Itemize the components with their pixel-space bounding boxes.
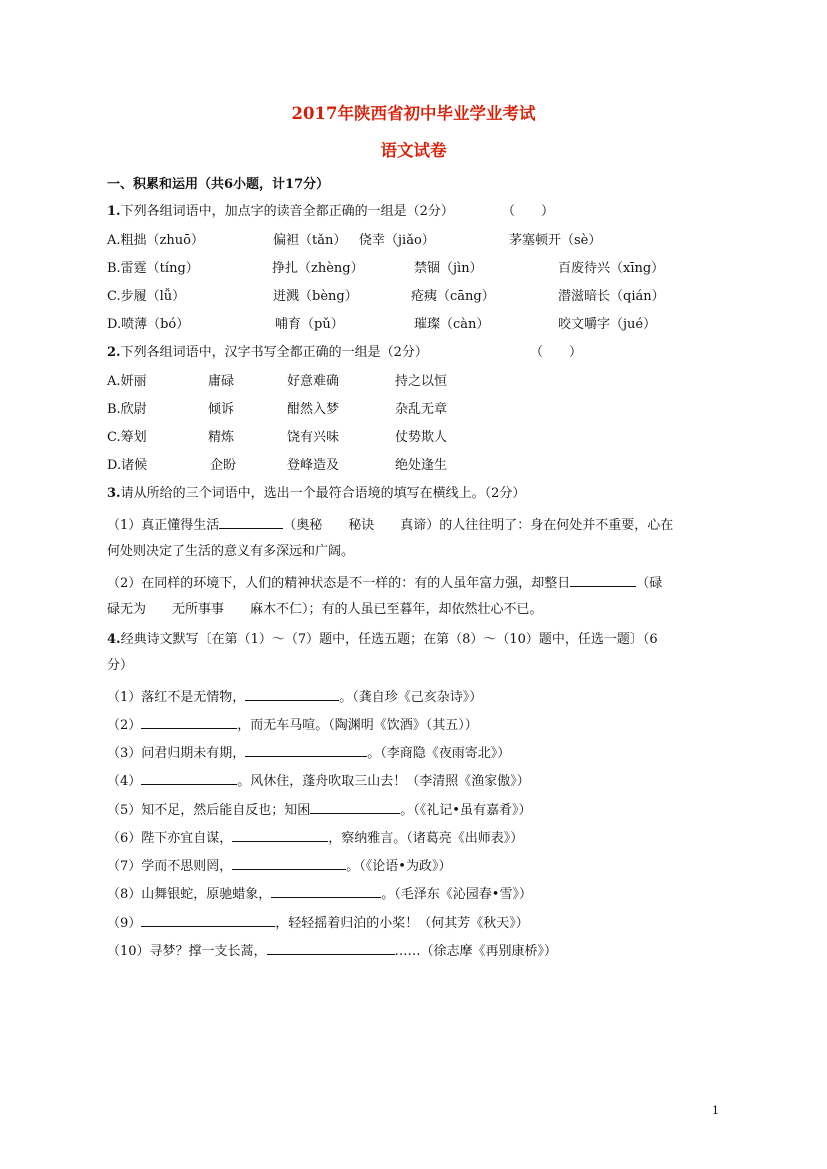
answer-parentheses: （ ） bbox=[530, 345, 583, 360]
option-a-4: 持之以恒 bbox=[395, 374, 448, 389]
option-d-1: D.喷薄（bó） bbox=[107, 317, 190, 332]
option-d-4: 绝处逢生 bbox=[395, 458, 448, 473]
option-d-4: 咬文嚼字（jué） bbox=[558, 317, 657, 332]
text-segment: （奥秘 秘诀 真谛）的人往往明了：身在何处并不重要，心在 bbox=[283, 518, 674, 533]
text-segment: （3）问君归期未有期， bbox=[107, 746, 246, 761]
question-4-stem-cont: 分） bbox=[107, 658, 134, 673]
answer-blank[interactable] bbox=[245, 686, 339, 701]
question-number: 1. bbox=[107, 204, 121, 219]
recitation-item bbox=[107, 827, 523, 848]
question-3-part-2 bbox=[107, 572, 662, 593]
text-segment: 。（《论语•为政》） bbox=[346, 859, 452, 874]
text-segment: （1）真正懂得生活 bbox=[107, 518, 220, 533]
answer-blank[interactable] bbox=[141, 770, 237, 785]
text-segment: （4） bbox=[107, 774, 142, 789]
question-text: 下列各组词语中，加点字的读音全都正确的一组是（2分） bbox=[120, 204, 454, 219]
page-number: 1 bbox=[712, 1104, 719, 1117]
option-d-3: 登峰造及 bbox=[287, 458, 340, 473]
option-c-1: C.步履（lǚ） bbox=[107, 289, 186, 304]
question-3-part-1-cont: 何处则决定了生活的意义有多深远和广阔。 bbox=[107, 544, 355, 559]
option-c-1: C.筹划 bbox=[107, 430, 147, 445]
option-a-2: 庸碌 bbox=[208, 374, 235, 389]
text-segment: （碌 bbox=[636, 576, 663, 591]
answer-blank[interactable] bbox=[245, 742, 367, 757]
option-c-4: 潜滋暗长（qián） bbox=[558, 289, 665, 304]
text-segment: （8）山舞银蛇，原驰蜡象， bbox=[107, 887, 272, 902]
question-number: 4. bbox=[107, 632, 121, 647]
option-c-2: 精炼 bbox=[208, 430, 235, 445]
recitation-item bbox=[107, 912, 529, 933]
option-c-4: 仗势欺人 bbox=[395, 430, 448, 445]
question-3-part-2-cont: 碌无为 无所事事 麻木不仁）；有的人虽已至暮年，却依然壮心不已。 bbox=[107, 602, 543, 617]
option-a-3: 好意难确 bbox=[287, 374, 340, 389]
question-2-stem bbox=[107, 344, 428, 362]
option-d-2: 哺育（pǔ） bbox=[275, 317, 344, 332]
option-a-4: 茅塞顿开（sè） bbox=[509, 233, 602, 248]
option-d-1: D.诸候 bbox=[107, 458, 148, 473]
answer-blank[interactable] bbox=[570, 572, 636, 587]
answer-parentheses: （ ） bbox=[502, 204, 555, 219]
option-c-3: 疮痍（cāng） bbox=[411, 289, 495, 304]
question-4-stem bbox=[107, 631, 658, 649]
text-segment: （6）陛下亦宜自谋， bbox=[107, 831, 233, 846]
question-1-stem bbox=[107, 203, 454, 221]
answer-blank[interactable] bbox=[310, 799, 400, 814]
recitation-item bbox=[107, 799, 531, 820]
recitation-item bbox=[107, 742, 510, 763]
exam-title: 2017年陕西省初中毕业学业考试 bbox=[291, 104, 536, 123]
option-b-3: 禁锢（jìn） bbox=[414, 261, 483, 276]
text-segment: ……（徐志摩《再别康桥》） bbox=[394, 944, 558, 959]
question-text: 请从所给的三个词语中，选出一个最符合语境的填写在横线上。（2分） bbox=[120, 486, 526, 501]
text-segment: （2） bbox=[107, 718, 142, 733]
option-b-1: B.雷霆（tíng） bbox=[107, 261, 199, 276]
option-c-3: 饶有兴味 bbox=[287, 430, 340, 445]
option-d-2: 企盼 bbox=[210, 458, 237, 473]
answer-blank[interactable] bbox=[141, 912, 275, 927]
text-segment: 。（毛泽东《沁园春•雪》） bbox=[381, 887, 532, 902]
option-a-1: A.粗拙（zhuō） bbox=[107, 233, 204, 248]
option-b-4: 杂乱无章 bbox=[395, 402, 448, 417]
answer-blank[interactable] bbox=[232, 827, 328, 842]
option-b-2: 倾诉 bbox=[208, 402, 235, 417]
text-segment: （2）在同样的环境下，人们的精神状态是不一样的：有的人虽年富力强，却整日 bbox=[107, 576, 571, 591]
recitation-item bbox=[107, 940, 557, 961]
recitation-item bbox=[107, 714, 478, 735]
recitation-item bbox=[107, 855, 451, 876]
text-segment: （9） bbox=[107, 916, 142, 931]
text-segment: ，而无车马喧。（陶渊明《饮酒》（其五）） bbox=[237, 718, 478, 733]
option-a-2: 偏袒（tǎn） bbox=[273, 233, 347, 248]
question-text: 经典诗文默写〔在第（1）～（7）题中，任选五题；在第（8）～（10）题中，任选一题〕（6 bbox=[120, 632, 658, 647]
text-segment: （10）寻梦？撑一支长蒿， bbox=[107, 944, 267, 959]
option-d-3: 璀璨（càn） bbox=[414, 317, 490, 332]
section-heading: 一、积累和运用（共6小题，计17分） bbox=[107, 177, 330, 192]
option-b-3: 酣然入梦 bbox=[287, 402, 340, 417]
option-b-1: B.欣尉 bbox=[107, 402, 147, 417]
question-3-part-1 bbox=[107, 514, 673, 535]
question-text: 下列各组词语中，汉字书写全都正确的一组是（2分） bbox=[120, 345, 428, 360]
answer-blank[interactable] bbox=[141, 714, 237, 729]
text-segment: 。（《礼记•虽有嘉肴》） bbox=[400, 803, 532, 818]
question-3-stem bbox=[107, 485, 525, 503]
question-number: 3. bbox=[107, 486, 121, 501]
exam-subtitle: 语文试卷 bbox=[380, 141, 447, 160]
option-a-3: 侥幸（jiǎo） bbox=[359, 233, 435, 248]
option-b-2: 挣扎（zhèng） bbox=[272, 261, 364, 276]
option-a-1: A.妍丽 bbox=[107, 374, 147, 389]
option-c-2: 迸溅（bèng） bbox=[273, 289, 358, 304]
answer-blank[interactable] bbox=[232, 855, 346, 870]
option-b-4: 百废待兴（xīng） bbox=[558, 261, 665, 276]
recitation-item bbox=[107, 883, 532, 904]
text-segment: 。风休住，蓬舟吹取三山去！（李清照《渔家傲》） bbox=[237, 774, 530, 789]
text-segment: （7）学而不思则罔， bbox=[107, 859, 233, 874]
text-segment: ，察纳雅言。（诸葛亮《出师表》） bbox=[328, 831, 524, 846]
question-number: 2. bbox=[107, 345, 121, 360]
text-segment: （1）落红不是无情物， bbox=[107, 690, 246, 705]
answer-blank[interactable] bbox=[219, 514, 283, 529]
answer-blank[interactable] bbox=[267, 940, 395, 955]
text-segment: 。（李商隐《夜雨寄北》） bbox=[367, 746, 511, 761]
recitation-item bbox=[107, 770, 530, 791]
text-segment: （5）知不足，然后能自反也；知困 bbox=[107, 803, 311, 818]
recitation-item bbox=[107, 686, 482, 707]
answer-blank[interactable] bbox=[271, 883, 381, 898]
text-segment: ，轻轻摇着归泊的小桨！（何其芳《秋天》） bbox=[275, 916, 529, 931]
text-segment: 。（龚自珍《己亥杂诗》） bbox=[339, 690, 483, 705]
